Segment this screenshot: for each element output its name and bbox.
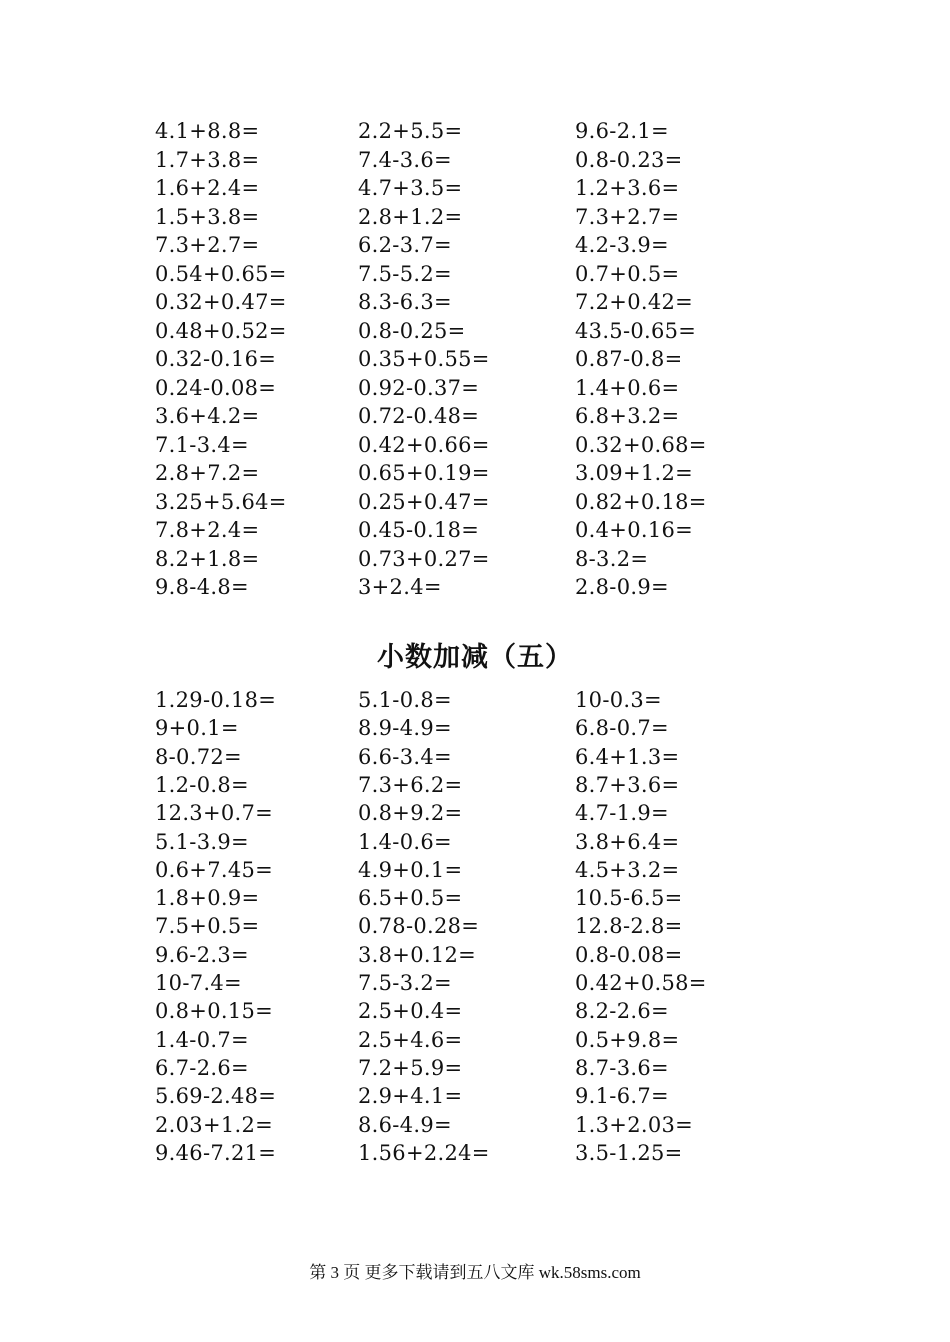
problem-row xyxy=(0,771,950,799)
problem-cell: 0.25+0.47= xyxy=(358,489,490,514)
problem-row xyxy=(0,969,950,997)
problem-cell: 0.42+0.58= xyxy=(575,971,707,995)
problem-cell: 0.4+0.16= xyxy=(575,518,694,542)
problem-cell: 8-0.72= xyxy=(155,744,242,769)
problem-row xyxy=(0,260,950,288)
problem-cell: 0.87-0.8= xyxy=(575,347,683,371)
problem-cell: 7.5+0.5= xyxy=(155,914,260,939)
problem-cell: 5.1-3.9= xyxy=(155,829,249,854)
problem-cell: 0.73+0.27= xyxy=(358,546,490,571)
problem-cell: 7.5-3.2= xyxy=(358,971,452,995)
problem-cell: 7.3+2.7= xyxy=(155,233,260,257)
problem-cell: 1.4-0.6= xyxy=(358,829,452,854)
problem-row xyxy=(0,374,950,402)
problem-cell: 1.6+2.4= xyxy=(155,176,260,200)
problem-cell: 5.1-0.8= xyxy=(358,688,452,712)
problem-row xyxy=(0,1054,950,1082)
problem-cell: 3+2.4= xyxy=(358,575,442,599)
problem-cell: 10.5-6.5= xyxy=(575,886,683,911)
problem-cell: 0.78-0.28= xyxy=(358,914,480,939)
problem-cell: 6.5+0.5= xyxy=(358,886,463,911)
problem-cell: 0.48+0.52= xyxy=(155,318,287,343)
problem-cell: 4.1+8.8= xyxy=(155,119,260,143)
problem-cell: 3.8+0.12= xyxy=(358,942,477,967)
problem-cell: 12.3+0.7= xyxy=(155,801,274,826)
problem-cell: 1.4-0.7= xyxy=(155,1027,249,1052)
problem-row xyxy=(0,231,950,259)
problem-cell: 0.8+0.15= xyxy=(155,999,274,1024)
problem-cell: 6.6-3.4= xyxy=(358,744,452,769)
problem-cell: 8.2+1.8= xyxy=(155,546,260,571)
problem-cell: 9+0.1= xyxy=(155,716,239,741)
problem-cell: 4.7+3.5= xyxy=(358,176,463,200)
problem-cell: 8.2-2.6= xyxy=(575,999,669,1024)
problem-cell: 0.8+9.2= xyxy=(358,801,463,826)
problem-cell: 6.8-0.7= xyxy=(575,716,669,741)
problem-cell: 9.6-2.3= xyxy=(155,942,249,967)
page-footer: 第 3 页 更多下载请到五八文库 wk.58sms.com xyxy=(309,1263,641,1282)
problem-cell: 9.6-2.1= xyxy=(575,119,669,143)
problem-cell: 0.8-0.23= xyxy=(575,147,683,172)
problem-cell: 3.6+4.2= xyxy=(155,404,260,428)
problem-row xyxy=(0,884,950,912)
problem-row xyxy=(0,345,950,373)
problem-cell: 7.1-3.4= xyxy=(155,432,249,457)
problem-cell: 0.24-0.08= xyxy=(155,375,277,400)
problem-cell: 10-7.4= xyxy=(155,971,242,995)
problem-cell: 0.92-0.37= xyxy=(358,375,480,400)
problem-row xyxy=(0,459,950,487)
problem-cell: 7.3+6.2= xyxy=(358,772,463,797)
problem-cell: 0.8-0.25= xyxy=(358,318,466,343)
problem-cell: 2.9+4.1= xyxy=(358,1084,463,1109)
problem-cell: 0.54+0.65= xyxy=(155,261,287,286)
problem-row xyxy=(0,686,950,714)
problem-cell: 2.8+1.2= xyxy=(358,204,463,229)
problem-cell: 8.6-4.9= xyxy=(358,1112,452,1137)
problem-cell: 0.65+0.19= xyxy=(358,461,490,485)
problem-row xyxy=(0,828,950,856)
problem-row xyxy=(0,545,950,573)
section-2-title: 小数加减（五） xyxy=(377,642,573,673)
problem-cell: 9.46-7.21= xyxy=(155,1140,277,1165)
problem-cell: 2.8+7.2= xyxy=(155,461,260,485)
problem-cell: 7.8+2.4= xyxy=(155,518,260,542)
problem-cell: 1.56+2.24= xyxy=(358,1140,490,1165)
problem-cell: 0.32+0.47= xyxy=(155,290,287,314)
problem-cell: 8.9-4.9= xyxy=(358,716,452,741)
problem-cell: 0.7+0.5= xyxy=(575,261,680,286)
problem-cell: 5.69-2.48= xyxy=(155,1084,277,1109)
problem-row xyxy=(0,516,950,544)
problem-cell: 7.4-3.6= xyxy=(358,147,452,172)
problem-row xyxy=(0,174,950,202)
problem-cell: 8.7-3.6= xyxy=(575,1055,669,1080)
problem-cell: 2.2+5.5= xyxy=(358,119,463,143)
problem-row xyxy=(0,1082,950,1110)
problem-cell: 2.03+1.2= xyxy=(155,1112,274,1137)
problem-cell: 0.45-0.18= xyxy=(358,518,480,542)
problem-cell: 3.09+1.2= xyxy=(575,461,694,485)
problem-cell: 4.2-3.9= xyxy=(575,233,669,257)
problem-row xyxy=(0,203,950,231)
problem-row xyxy=(0,1111,950,1139)
problem-cell: 4.7-1.9= xyxy=(575,801,669,826)
problem-cell: 0.32+0.68= xyxy=(575,432,707,457)
problem-row xyxy=(0,488,950,516)
problem-cell: 2.5+0.4= xyxy=(358,999,463,1024)
problem-row xyxy=(0,117,950,145)
problem-cell: 3.5-1.25= xyxy=(575,1140,683,1165)
problem-cell: 1.5+3.8= xyxy=(155,204,260,229)
problem-cell: 9.1-6.7= xyxy=(575,1084,669,1109)
problem-cell: 6.4+1.3= xyxy=(575,744,680,769)
problem-cell: 0.32-0.16= xyxy=(155,347,277,371)
problem-cell: 1.8+0.9= xyxy=(155,886,260,911)
problem-row xyxy=(0,743,950,771)
problem-cell: 3.8+6.4= xyxy=(575,829,680,854)
problem-cell: 0.82+0.18= xyxy=(575,489,707,514)
problem-cell: 0.5+9.8= xyxy=(575,1027,680,1052)
problem-cell: 0.8-0.08= xyxy=(575,942,683,967)
problem-row xyxy=(0,402,950,430)
problem-row xyxy=(0,856,950,884)
problem-cell: 9.8-4.8= xyxy=(155,575,249,599)
problem-cell: 1.2-0.8= xyxy=(155,772,249,797)
problem-cell: 8-3.2= xyxy=(575,546,649,571)
problem-cell: 4.5+3.2= xyxy=(575,857,680,882)
problem-cell: 0.42+0.66= xyxy=(358,432,490,457)
problem-row xyxy=(0,146,950,174)
problem-cell: 3.25+5.64= xyxy=(155,489,287,514)
problem-cell: 6.2-3.7= xyxy=(358,233,452,257)
problem-row xyxy=(0,912,950,940)
problem-row xyxy=(0,941,950,969)
problem-row xyxy=(0,997,950,1025)
problem-cell: 0.72-0.48= xyxy=(358,404,480,428)
problem-row xyxy=(0,573,950,601)
problem-cell: 1.7+3.8= xyxy=(155,147,260,172)
problem-cell: 12.8-2.8= xyxy=(575,914,683,939)
problem-cell: 4.9+0.1= xyxy=(358,857,463,882)
problem-row xyxy=(0,1026,950,1054)
problem-cell: 8.3-6.3= xyxy=(358,290,452,314)
problem-cell: 0.35+0.55= xyxy=(358,347,490,371)
problem-row xyxy=(0,431,950,459)
problem-cell: 0.6+7.45= xyxy=(155,857,274,882)
problem-row xyxy=(0,1139,950,1167)
problem-cell: 1.4+0.6= xyxy=(575,375,680,400)
problem-cell: 1.2+3.6= xyxy=(575,176,680,200)
problem-cell: 7.2+0.42= xyxy=(575,290,694,314)
problem-cell: 7.5-5.2= xyxy=(358,261,452,286)
problem-cell: 7.3+2.7= xyxy=(575,204,680,229)
problem-row xyxy=(0,288,950,316)
problem-cell: 1.3+2.03= xyxy=(575,1112,694,1137)
problem-cell: 1.29-0.18= xyxy=(155,688,277,712)
problem-cell: 6.7-2.6= xyxy=(155,1055,249,1080)
problem-row xyxy=(0,317,950,345)
problem-cell: 10-0.3= xyxy=(575,688,662,712)
problem-cell: 43.5-0.65= xyxy=(575,318,697,343)
problem-row xyxy=(0,799,950,827)
problem-cell: 8.7+3.6= xyxy=(575,772,680,797)
problem-cell: 7.2+5.9= xyxy=(358,1055,463,1080)
problem-row xyxy=(0,714,950,742)
problem-cell: 2.8-0.9= xyxy=(575,575,669,599)
problem-cell: 6.8+3.2= xyxy=(575,404,680,428)
problem-cell: 2.5+4.6= xyxy=(358,1027,463,1052)
